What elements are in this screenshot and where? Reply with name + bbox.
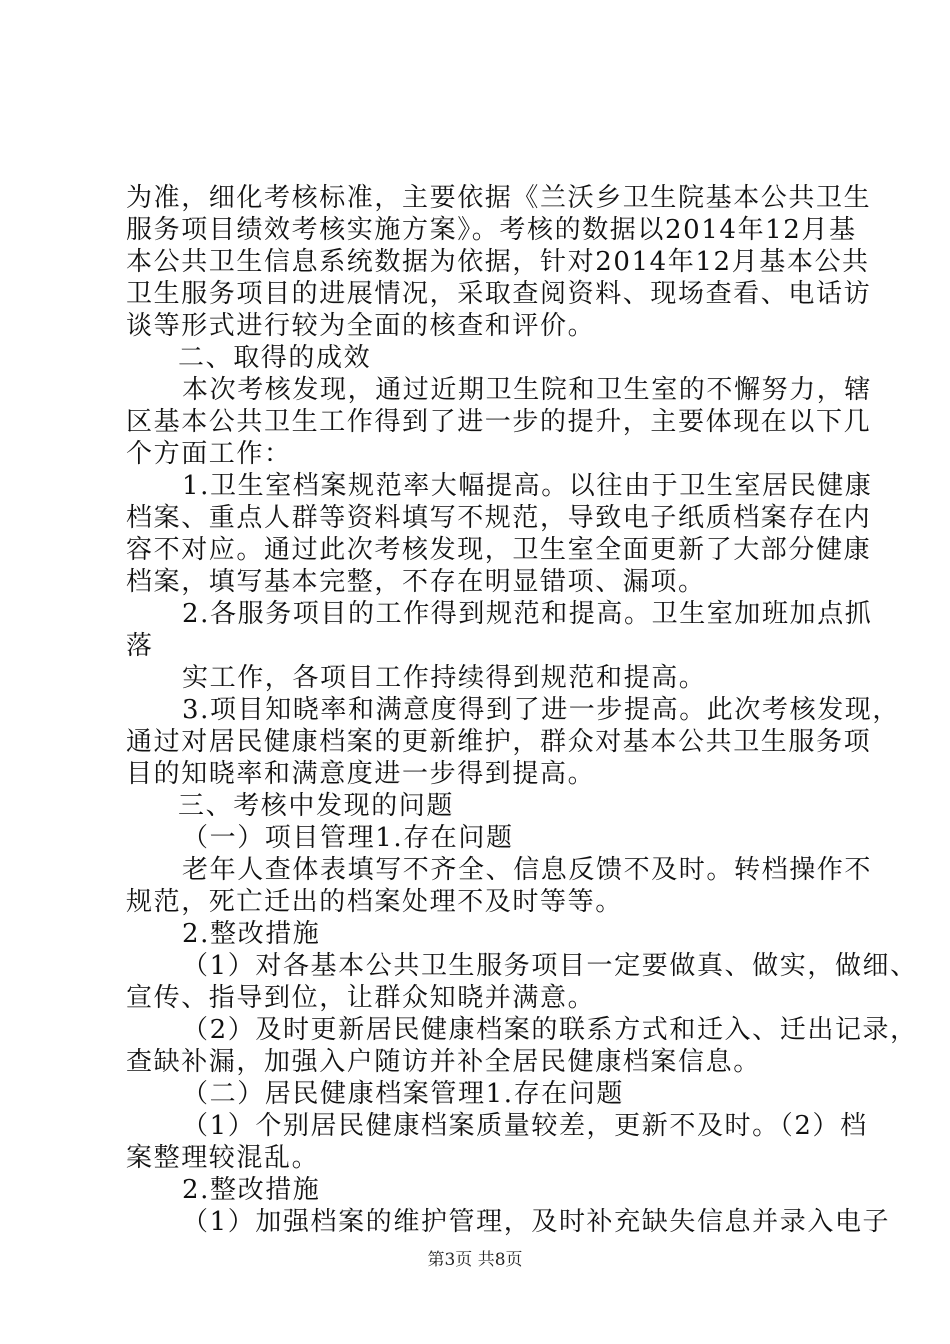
body-line: 目的知晓率和满意度进一步得到提高。	[126, 759, 596, 789]
body-line: 规范，死亡迁出的档案处理不及时等等。	[126, 887, 623, 917]
body-line: 本次考核发现，通过近期卫生院和卫生室的不懈努力，辖	[182, 375, 873, 405]
body-line: 实工作，各项目工作持续得到规范和提高。	[182, 663, 707, 693]
body-line: 服务项目绩效考核实施方案》。考核的数据以2014年12月基	[126, 215, 857, 245]
body-line: 查缺补漏，加强入户随访并补全居民健康档案信息。	[126, 1047, 761, 1077]
body-line: 通过对居民健康档案的更新维护，群众对基本公共卫生服务项	[126, 727, 872, 757]
subsection-heading: （二）居民健康档案管理1.存在问题	[182, 1079, 625, 1109]
body-line: 档案、重点人群等资料填写不规范，导致电子纸质档案存在内	[126, 503, 872, 533]
body-line: （1）对各基本公共卫生服务项目一定要做真、做实，做细、	[182, 951, 918, 981]
body-line: 落	[126, 631, 154, 661]
body-line: 本公共卫生信息系统数据为依据，针对2014年12月基本公共	[126, 247, 870, 277]
section-heading: 二、取得的成效	[178, 343, 372, 373]
body-line: （2）及时更新居民健康档案的联系方式和迁入、迁出记录，	[182, 1015, 918, 1045]
body-line: 老年人查体表填写不齐全、信息反馈不及时。转档操作不	[182, 855, 873, 885]
body-line: 容不对应。通过此次考核发现，卫生室全面更新了大部分健康	[126, 535, 872, 565]
body-line: 档案，填写基本完整，不存在明显错项、漏项。	[126, 567, 706, 597]
body-line: （1）个别居民健康档案质量较差，更新不及时。（2）档	[182, 1111, 868, 1141]
body-line: 为准，细化考核标准，主要依据《兰沃乡卫生院基本公共卫生	[126, 183, 872, 213]
body-line: 宣传、指导到位，让群众知晓并满意。	[126, 983, 596, 1013]
body-line: 区基本公共卫生工作得到了进一步的提升，主要体现在以下几	[126, 407, 872, 437]
body-line: 卫生服务项目的进展情况，采取查阅资料、现场查看、电话访	[126, 279, 872, 309]
body-line: 案整理较混乱。	[126, 1143, 320, 1173]
page-footer: 第3页 共8页	[427, 1250, 523, 1270]
body-line: 个方面工作：	[126, 439, 292, 469]
body-line: 2.各服务项目的工作得到规范和提高。卫生室加班加点抓	[182, 599, 873, 629]
body-line: 1.卫生室档案规范率大幅提高。以往由于卫生室居民健康	[182, 471, 873, 501]
body-line: 2.整改措施	[182, 1175, 321, 1205]
section-heading: 三、考核中发现的问题	[178, 791, 455, 821]
body-line: 谈等形式进行较为全面的核查和评价。	[126, 311, 596, 341]
body-line: 3.项目知晓率和满意度得到了进一步提高。此次考核发现，	[182, 695, 901, 725]
body-line: 2.整改措施	[182, 919, 321, 949]
body-line: （1）加强档案的维护管理，及时补充缺失信息并录入电子	[182, 1207, 891, 1237]
subsection-heading: （一）项目管理1.存在问题	[182, 823, 514, 853]
